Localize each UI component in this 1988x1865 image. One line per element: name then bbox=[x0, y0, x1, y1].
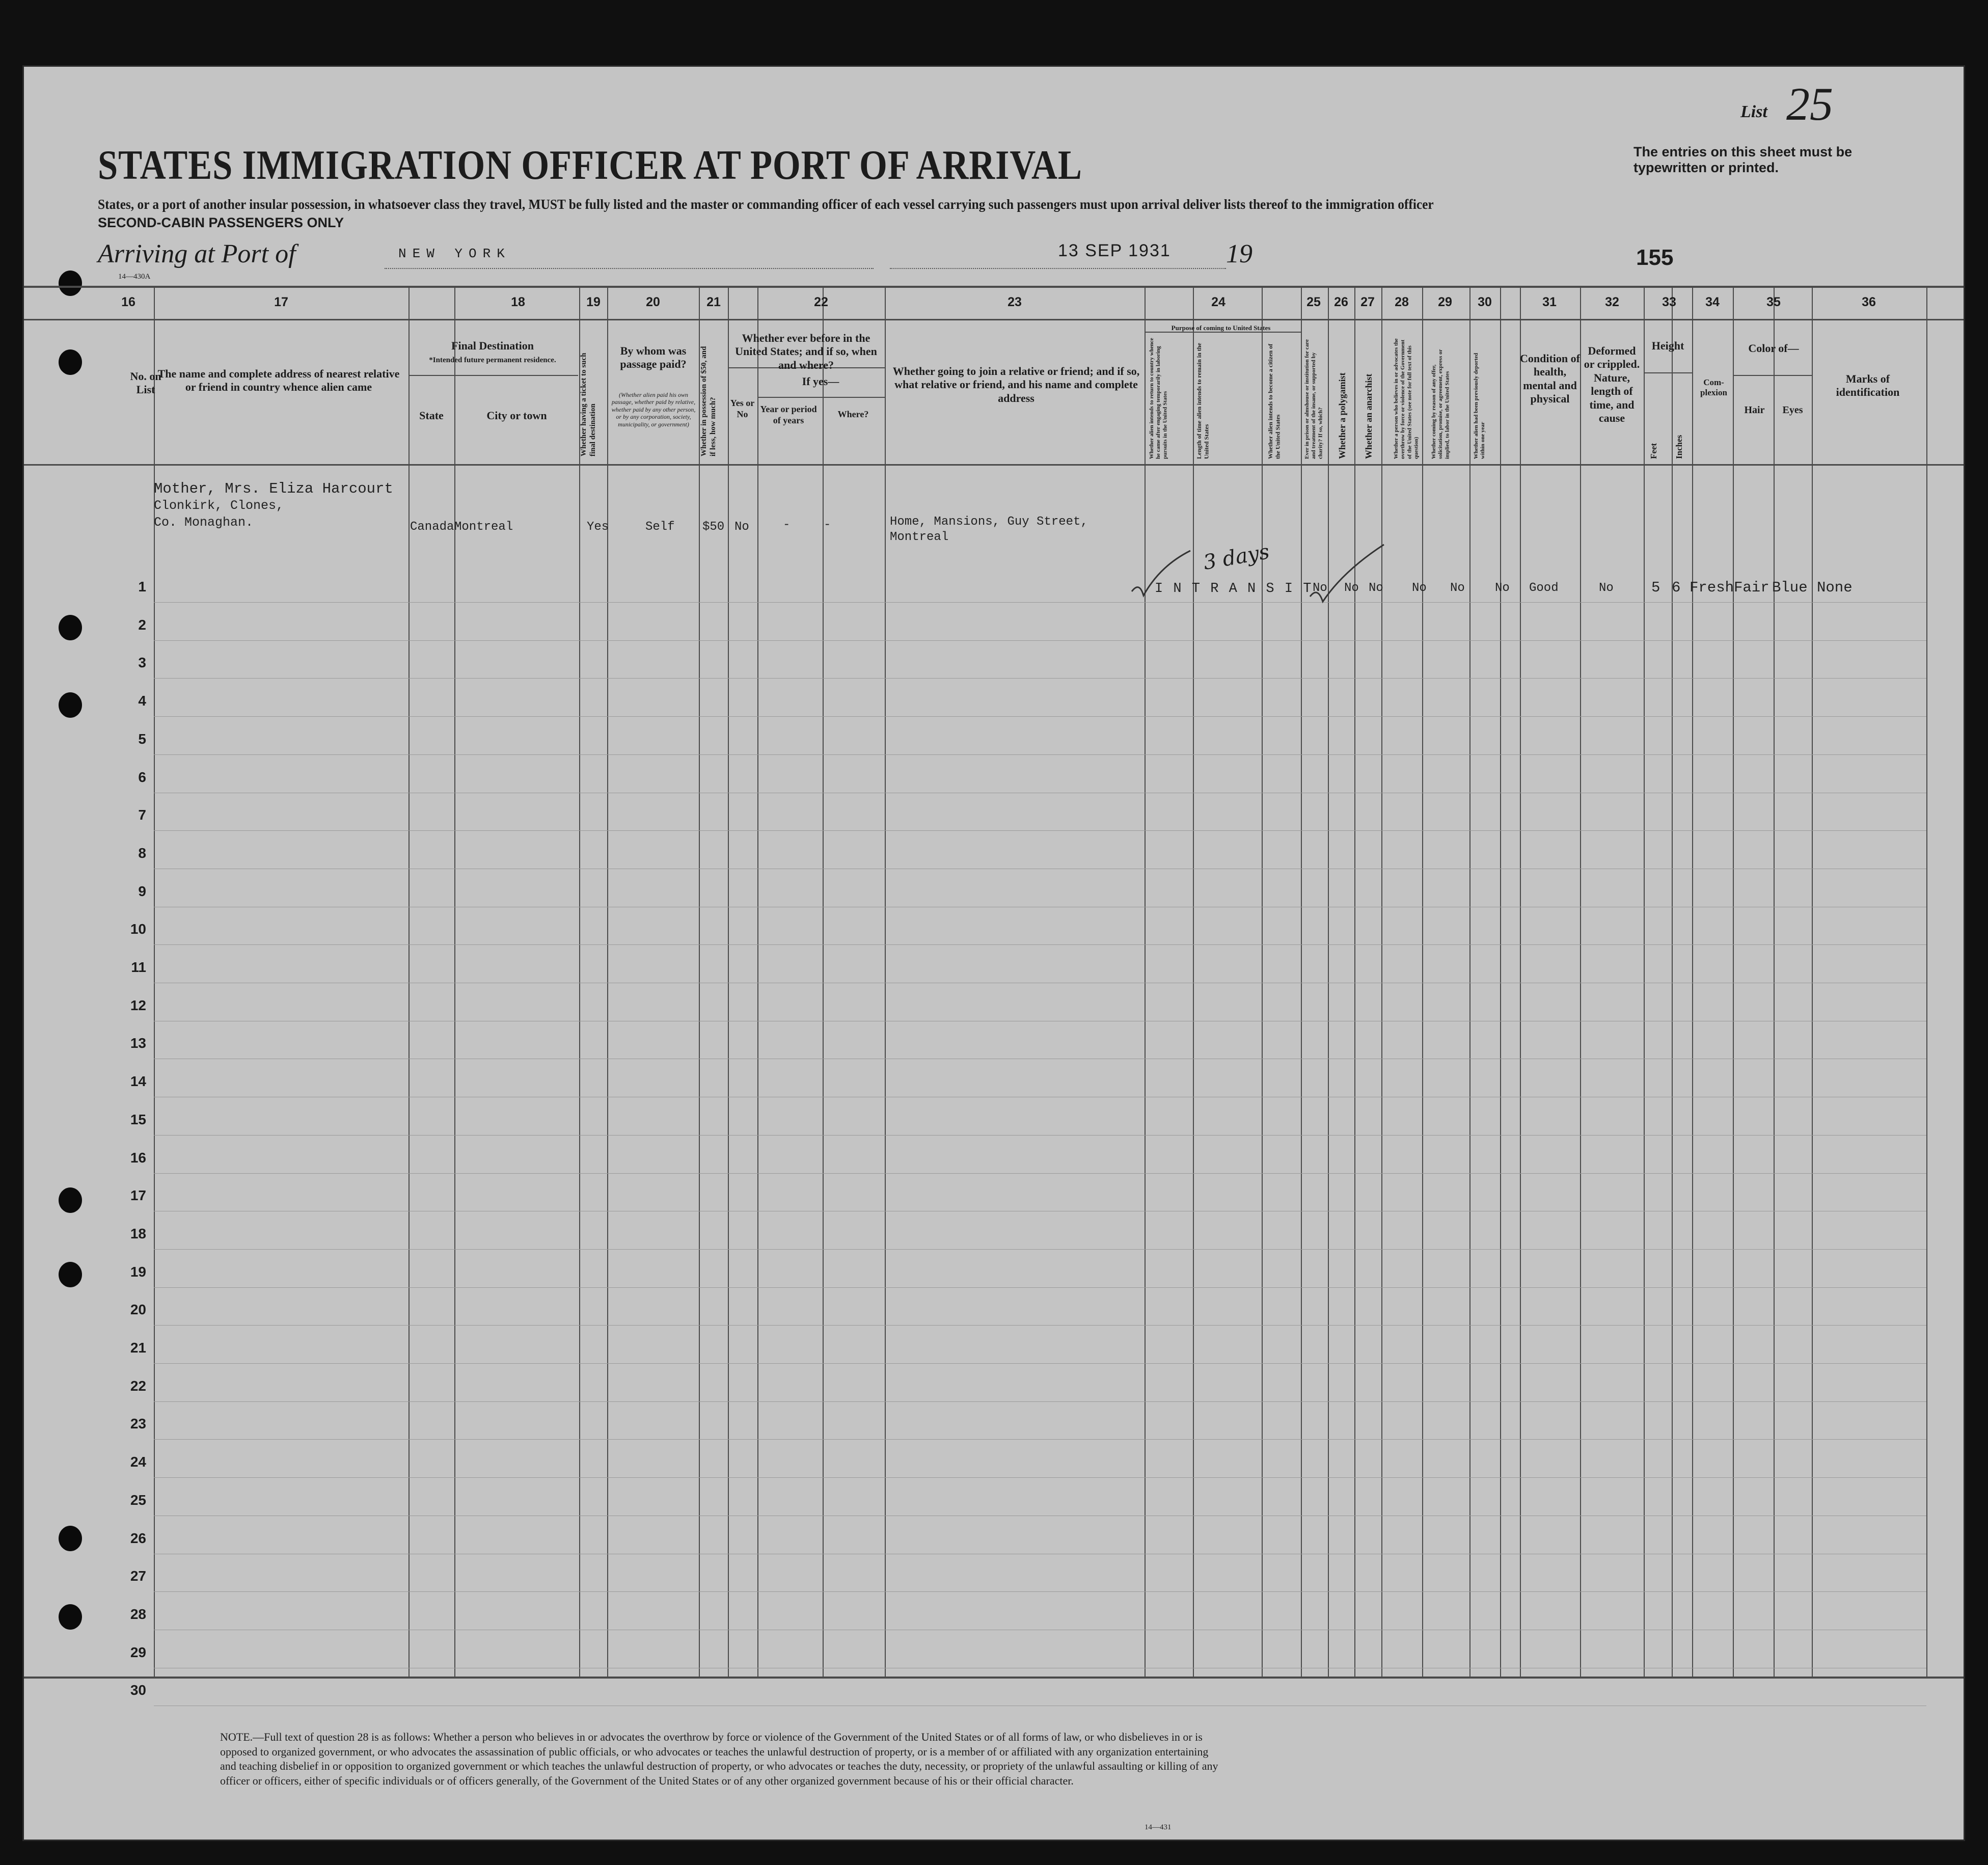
entry-overthrow: No bbox=[1412, 581, 1427, 595]
row-number: 19 bbox=[130, 1263, 146, 1280]
punch-hole bbox=[59, 349, 82, 375]
row-rule bbox=[154, 944, 1926, 945]
row-number: 20 bbox=[130, 1302, 146, 1318]
column-rule bbox=[1733, 286, 1734, 1678]
arriving-label: Arriving at Port of bbox=[98, 239, 296, 268]
header-prison: Ever in prison or almshouse or institution for care and treatment of the insane, or supported by charity? If so, which? bbox=[1304, 339, 1324, 459]
row-number: 25 bbox=[130, 1492, 146, 1508]
header-overthrow: Whether a person who believes in or advocates the overthrow by force or violence of the Government of the United States (see note for full text of this question) bbox=[1393, 338, 1420, 459]
header-final-destination: Final Destination bbox=[451, 339, 534, 352]
row-number: 11 bbox=[131, 959, 146, 975]
row-rule bbox=[154, 716, 1926, 717]
row-number: 10 bbox=[130, 921, 146, 937]
column-number: 27 bbox=[1360, 295, 1375, 309]
date-underline bbox=[890, 268, 1226, 269]
column-rule bbox=[1381, 286, 1382, 1678]
column-number: 16 bbox=[121, 295, 135, 309]
column-rule bbox=[1262, 286, 1263, 1678]
footnote: NOTE.—Full text of question 28 is as follows: Whether a person who believes in or advocates the overthrow by force or violence of the Government of the United States or of all forms of law, or who disbelieves in or is opposed to organized government, or who advocates the assassination of public officials, or who advocates or teaches the unlawful destruction of property, or is a member of or affiliated with any organization entertaining and teaching disbelief in or opposition to organized government or which teaches the unlawful destruction of property, or who advocates or teaches the duty, necessity, or propriety of the unlawful assaulting or killing of any officer or officers, either of specific individuals or of officers generally, of the Government of the United States or of any other organized government because of his or their official character. bbox=[220, 1731, 1218, 1787]
instructions: States, or a port of another insular possession, in whatsoever class they travel, MUST be fully listed and the master or commanding officer of each vessel carrying such passengers must upon arrival deliver lists thereof to the immigration officer bbox=[98, 197, 1434, 212]
header-contract: Whether coming by reason of any offer, solicitation, promise, or agreement, express or implied, to labor in the United States bbox=[1431, 349, 1451, 459]
header-purpose-a: Whether alien intends to return to country whence he came after engaging temporarily in laboring pursuits in the United States bbox=[1149, 338, 1168, 459]
column-number: 20 bbox=[646, 295, 660, 309]
header-purpose-b: Length of time alien intends to remain in the United States bbox=[1195, 343, 1210, 459]
row-rule bbox=[154, 1325, 1926, 1326]
column-rule bbox=[823, 286, 824, 1678]
column-rule bbox=[1354, 286, 1355, 1678]
row-number: 24 bbox=[130, 1454, 146, 1470]
column-rule bbox=[1692, 286, 1693, 1678]
column-rule bbox=[1422, 286, 1423, 1678]
row-number: 27 bbox=[130, 1568, 146, 1584]
header-sub-rule bbox=[1733, 375, 1812, 376]
column-number: 26 bbox=[1334, 295, 1348, 309]
header-eyes: Eyes bbox=[1782, 404, 1803, 416]
header-no-on-list: No. on List bbox=[130, 370, 161, 396]
entry-prison: No bbox=[1313, 581, 1327, 595]
column-number: 34 bbox=[1705, 295, 1720, 309]
row-number: 15 bbox=[130, 1111, 146, 1127]
row-rule bbox=[154, 1591, 1926, 1592]
entry-polygamist: No bbox=[1344, 581, 1359, 595]
entry-where: - bbox=[824, 518, 831, 532]
entry-hair: Fair bbox=[1734, 579, 1769, 596]
entry-joining-line1: Home, Mansions, Guy Street, bbox=[890, 515, 1088, 529]
header-joining: Whether going to join a relative or friend; and if so, what relative or friend, and his name and complete address bbox=[892, 365, 1140, 404]
column-number: 17 bbox=[274, 295, 288, 309]
entry-paid-by: Self bbox=[645, 520, 675, 534]
column-rule bbox=[1774, 286, 1775, 1678]
punch-hole bbox=[59, 692, 82, 718]
column-number: 35 bbox=[1766, 295, 1781, 309]
row-number: 21 bbox=[130, 1340, 146, 1356]
row-number: 13 bbox=[130, 1035, 146, 1051]
column-number: 24 bbox=[1211, 295, 1226, 309]
punch-hole bbox=[59, 1262, 82, 1287]
row-number: 18 bbox=[130, 1225, 146, 1241]
header-condition: Condition of health, mental and physical bbox=[1520, 352, 1580, 406]
sheet-note: The entries on this sheet must be typewritten or printed. bbox=[1633, 144, 1853, 175]
entry-inches: 6 bbox=[1672, 579, 1681, 596]
column-number: 31 bbox=[1542, 295, 1557, 309]
column-rule bbox=[454, 286, 455, 1678]
column-number: 23 bbox=[1007, 295, 1022, 309]
header-paid-by: By whom was passage paid? bbox=[620, 344, 687, 371]
row-rule bbox=[154, 1135, 1926, 1136]
header-inches: Inches bbox=[1674, 435, 1684, 459]
header-deported: Whether alien had been previously deported within one year bbox=[1473, 353, 1486, 459]
entry-joining-line2: Montreal bbox=[890, 530, 949, 544]
row-number: 16 bbox=[130, 1149, 146, 1166]
page-number: 155 bbox=[1636, 245, 1674, 270]
header-complexion: Com-plexion bbox=[1700, 377, 1727, 398]
entry-ticket: Yes bbox=[587, 520, 609, 534]
column-rule bbox=[1469, 286, 1470, 1678]
column-number: 19 bbox=[586, 295, 601, 309]
column-rule bbox=[1301, 286, 1302, 1678]
row-number: 7 bbox=[138, 807, 146, 823]
row-number: 17 bbox=[130, 1187, 146, 1204]
column-number: 28 bbox=[1395, 295, 1409, 309]
column-rule bbox=[1193, 286, 1194, 1678]
punch-hole bbox=[59, 1604, 82, 1630]
row-rule bbox=[154, 1439, 1926, 1440]
row-number: 30 bbox=[130, 1682, 146, 1698]
entry-relative-line3: Co. Monaghan. bbox=[154, 515, 254, 530]
row-number: 22 bbox=[130, 1377, 146, 1394]
entry-relative-line2: Clonkirk, Clones, bbox=[154, 498, 284, 513]
entry-contract: No bbox=[1450, 581, 1465, 595]
row-number: 4 bbox=[138, 693, 146, 709]
row-number: 1 bbox=[138, 579, 146, 594]
header-deformed: Deformed or crippled. Nature, length of time, and cause bbox=[1584, 344, 1640, 424]
header-color-of: Color of— bbox=[1748, 342, 1799, 355]
header-purpose: Purpose of coming to United States bbox=[1171, 324, 1271, 332]
column-number: 22 bbox=[814, 295, 828, 309]
header-feet: Feet bbox=[1649, 443, 1658, 459]
row-number: 9 bbox=[138, 883, 146, 899]
header-state: State bbox=[419, 409, 444, 422]
entry-eyes: Blue bbox=[1772, 579, 1808, 596]
row-rule bbox=[154, 678, 1926, 679]
entry-period: - bbox=[783, 518, 791, 532]
row-number: 28 bbox=[130, 1606, 146, 1622]
row-rule bbox=[154, 1287, 1926, 1288]
column-number: 30 bbox=[1478, 295, 1492, 309]
row-rule bbox=[154, 830, 1926, 831]
date-stamp: 13 SEP 1931 bbox=[1058, 241, 1171, 260]
row-rule bbox=[154, 602, 1926, 603]
row-number: 6 bbox=[138, 769, 146, 785]
column-rule bbox=[1672, 286, 1673, 1678]
column-rule bbox=[1520, 286, 1521, 1678]
header-anarchist: Whether an anarchist bbox=[1364, 373, 1374, 459]
punch-hole bbox=[59, 1526, 82, 1551]
column-number: 29 bbox=[1438, 295, 1452, 309]
row-number: 26 bbox=[130, 1530, 146, 1546]
column-number: 33 bbox=[1662, 295, 1676, 309]
row-number: 8 bbox=[138, 845, 146, 861]
punch-hole bbox=[59, 271, 82, 296]
row-number: 3 bbox=[138, 655, 146, 671]
column-rule bbox=[1644, 286, 1645, 1678]
header-if-yes: If yes— bbox=[802, 375, 839, 388]
entry-condition: Good bbox=[1529, 581, 1559, 595]
row-rule bbox=[154, 640, 1926, 641]
row-rule bbox=[154, 1401, 1926, 1402]
manifest-sheet bbox=[22, 65, 1965, 1841]
row-number: 5 bbox=[138, 731, 146, 747]
header-hair: Hair bbox=[1744, 404, 1765, 416]
footnote-form-number: 14—431 bbox=[1145, 1823, 1172, 1831]
entry-marks: None bbox=[1817, 579, 1853, 596]
column-rule bbox=[1500, 286, 1501, 1678]
entry-feet: 5 bbox=[1651, 579, 1660, 596]
punch-hole bbox=[59, 1187, 82, 1213]
punch-hole bbox=[59, 615, 82, 640]
column-number: 18 bbox=[511, 295, 525, 309]
column-rule bbox=[1926, 286, 1927, 1678]
entry-deported: No bbox=[1495, 581, 1510, 595]
class-line: SECOND-CABIN PASSENGERS ONLY bbox=[98, 215, 344, 230]
column-rule bbox=[1328, 286, 1329, 1678]
column-rule bbox=[1145, 286, 1146, 1678]
page-title: STATES IMMIGRATION OFFICER AT PORT OF ARRIVAL bbox=[98, 142, 1082, 188]
port-underline bbox=[385, 268, 874, 269]
header-final-destination-note: *Intended future permanent residence. bbox=[429, 356, 556, 364]
header-polygamist: Whether a polygamist bbox=[1337, 372, 1347, 459]
header-marks: Marks of identification bbox=[1836, 372, 1900, 399]
entry-intransit: I N T R A N S I T bbox=[1155, 581, 1313, 597]
header-ticket: Whether having a ticket to such final destination bbox=[580, 353, 597, 456]
header-where: Where? bbox=[837, 409, 869, 419]
entry-deformed: No bbox=[1599, 581, 1614, 595]
entry-possession: $50 bbox=[702, 520, 725, 534]
entry-before-us: No bbox=[734, 520, 749, 534]
row-number: 14 bbox=[130, 1073, 146, 1090]
column-number: 32 bbox=[1605, 295, 1619, 309]
year-prefix: 19 bbox=[1226, 239, 1252, 268]
form-number: 14—430A bbox=[118, 273, 151, 281]
row-rule bbox=[154, 1477, 1926, 1478]
column-rule bbox=[409, 286, 410, 1678]
header-sub-rule bbox=[1644, 372, 1692, 373]
column-rule bbox=[699, 286, 700, 1678]
row-number: 23 bbox=[130, 1416, 146, 1432]
port-field: NEW YORK bbox=[398, 246, 511, 261]
header-height: Height bbox=[1651, 339, 1684, 352]
header-period: Year or period of years bbox=[760, 404, 817, 425]
header-relative: The name and complete address of nearest relative or friend in country whence alien came bbox=[157, 367, 400, 394]
column-rule bbox=[757, 286, 758, 1678]
row-number: 2 bbox=[138, 616, 146, 633]
header-city: City or town bbox=[486, 409, 547, 422]
column-rule bbox=[1812, 286, 1813, 1678]
header-possession: Whether in possession of $50, and if less, how much? bbox=[700, 346, 717, 456]
header-purpose-c: Whether alien intends to become a citizen of the United States bbox=[1267, 343, 1282, 459]
row-rule bbox=[154, 1173, 1926, 1174]
entry-anarchist: No bbox=[1369, 581, 1383, 595]
row-number: 29 bbox=[130, 1644, 146, 1660]
row-number: 12 bbox=[130, 997, 146, 1013]
row-rule bbox=[154, 1249, 1926, 1250]
column-rule bbox=[579, 286, 580, 1678]
column-rule bbox=[885, 286, 886, 1678]
header-sub-rule bbox=[757, 397, 885, 398]
header-paid-by-note: (Whether alien paid his own passage, whether paid by relative, whether paid by any other person, or by any corporation, society, municipality, or government) bbox=[611, 391, 696, 428]
column-number: 36 bbox=[1862, 295, 1876, 309]
entry-relative-line1: Mother, Mrs. Eliza Harcourt bbox=[154, 480, 393, 497]
handwritten-note: 3 days bbox=[1201, 539, 1271, 575]
entry-state: Canada bbox=[410, 520, 454, 534]
header-sub-rule bbox=[409, 375, 578, 376]
column-number: 25 bbox=[1306, 295, 1321, 309]
header-before-us: Whether ever before in the United States; and if so, when and where? bbox=[735, 332, 877, 371]
entry-city: Montreal bbox=[454, 520, 513, 534]
list-label: List bbox=[1740, 102, 1767, 121]
entry-complexion: Fresh bbox=[1690, 579, 1734, 596]
column-rule bbox=[728, 286, 729, 1678]
column-rule bbox=[607, 286, 608, 1678]
row-rule bbox=[154, 1363, 1926, 1364]
list-number: 25 bbox=[1786, 78, 1833, 130]
row-rule bbox=[154, 754, 1926, 755]
header-yes-no: Yes or No bbox=[730, 398, 755, 419]
column-number: 21 bbox=[706, 295, 721, 309]
column-rule bbox=[1580, 286, 1581, 1678]
